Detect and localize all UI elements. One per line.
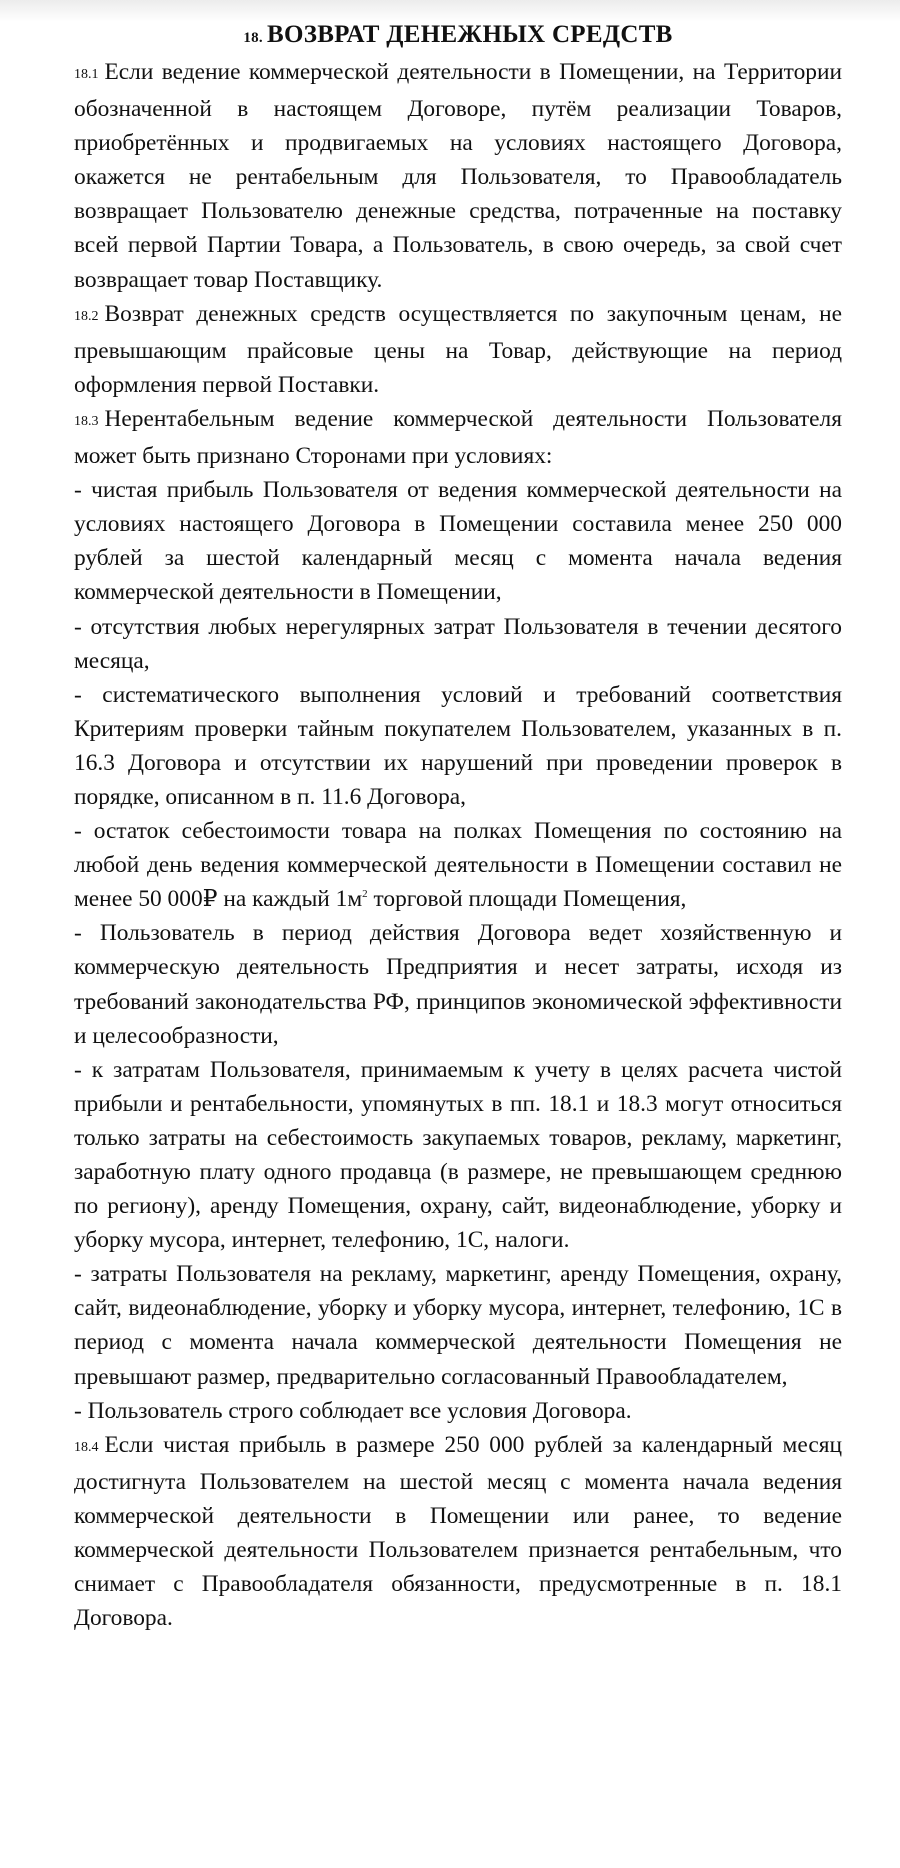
clause-text: Нерентабельным ведение коммерческой деятельности Пользователя может быть признано Сторонами при условиях:: [74, 405, 842, 470]
section-title: [74, 18, 842, 55]
clause-18-4: [74, 1428, 842, 1636]
clause-text: Возврат денежных средств осуществляется по закупочным ценам, не превышающим прайсовые цены на Товар, действующие на период оформления первой Поставки.: [74, 300, 842, 398]
condition-item: - к затратам Пользователя, принимаемым к учету в целях расчета чистой прибыли и рентабельности, упомянутых в пп. 18.1 и 18.3 могут относиться только затраты на себестоимость закупаемых товаров, рекламу, маркетинг, заработную плату одного продавца (в размере, не превышающем среднюю по региону), аренду Помещения, охрану, сайт, видеонаблюдение, уборку и уборку мусора, интернет, телефонию, 1С, налоги.: [74, 1056, 842, 1254]
condition-item: - систематического выполнения условий и требований соответствия Критериям проверки тайным покупателем Пользователем, указанных в п. 16.3 Договора и отсутствии их нарушений при проведении проверок в порядке, описанном в п. 11.6 Договора,: [74, 681, 842, 810]
clause-number: 18.1: [74, 67, 99, 82]
clause-text: Если чистая прибыль в размере 250 000 рублей за календарный месяц достигнута Пользователем на шестой месяц с момента начала ведения коммерческой деятельности в Помещении или ранее, то ведение коммерческой деятельности Пользователем признается рентабельным, что снимает с Правообладателя обязанности, предусмотренные в п. 18.1 Договора.: [74, 1431, 842, 1632]
section-number: 18.: [243, 30, 263, 46]
clause-number: 18.4: [74, 1439, 99, 1455]
condition-item: - чистая прибыль Пользователя от ведения коммерческой деятельности на условиях настоящего Договора в Помещении составила менее 250 000 рублей за шестой календарный месяц с момента начала ведения коммерческой деятельности в Помещении,: [74, 477, 842, 606]
clause-number: 18.2: [74, 308, 99, 324]
superscript: 2: [362, 888, 368, 901]
condition-text: - остаток себестоимости товара на полках Помещения по состоянию на любой день ведения коммерческой деятельности в Помещении составил не менее 50 000₽ на каждый 1м: [74, 818, 842, 913]
condition-item: - Пользователь в период действия Договора ведет хозяйственную и коммерческую деятельность Предприятия и несет затраты, исходя из требований законодательства РФ, принципов экономической эффективности и целесообразности,: [74, 920, 842, 1049]
clause-18-3: [74, 402, 842, 473]
clause-number: 18.3: [74, 413, 99, 429]
section-title-text: ВОЗВРАТ ДЕНЕЖНЫХ СРЕДСТВ: [266, 21, 673, 48]
document-page: [74, 18, 842, 1635]
condition-item: - затраты Пользователя на рекламу, маркетинг, аренду Помещения, охрану, сайт, видеонаблюдение, уборку и уборку мусора, интернет, телефонию, 1С в период с момента начала коммерческой деятельности Помещения не превышают размер, предварительно согласованный Правообладателем,: [74, 1261, 842, 1390]
condition-tail: торговой площади Помещения,: [367, 886, 687, 913]
condition-item: - Пользователь строго соблюдает все условия Договора.: [74, 1397, 632, 1424]
clause-18-1: [74, 55, 842, 297]
condition-item-stock: [74, 814, 842, 916]
condition-item: - отсутствия любых нерегулярных затрат Пользователя в течении десятого месяца,: [74, 613, 842, 674]
clause-text: Если ведение коммерческой деятельности в Помещении, на Территории обозначенной в настоящем Договоре, путём реализации Товаров, приобретённых и продвигаемых на условиях настоящего Договора, окажется не рентабельным для Пользователя, то Правообладатель возвращает Пользователю денежные средства, потраченные на поставку всей первой Партии Товара, а Пользователь, в свою очередь, за свой счет возвращает товар Поставщику.: [74, 59, 842, 293]
clause-18-2: [74, 297, 842, 402]
